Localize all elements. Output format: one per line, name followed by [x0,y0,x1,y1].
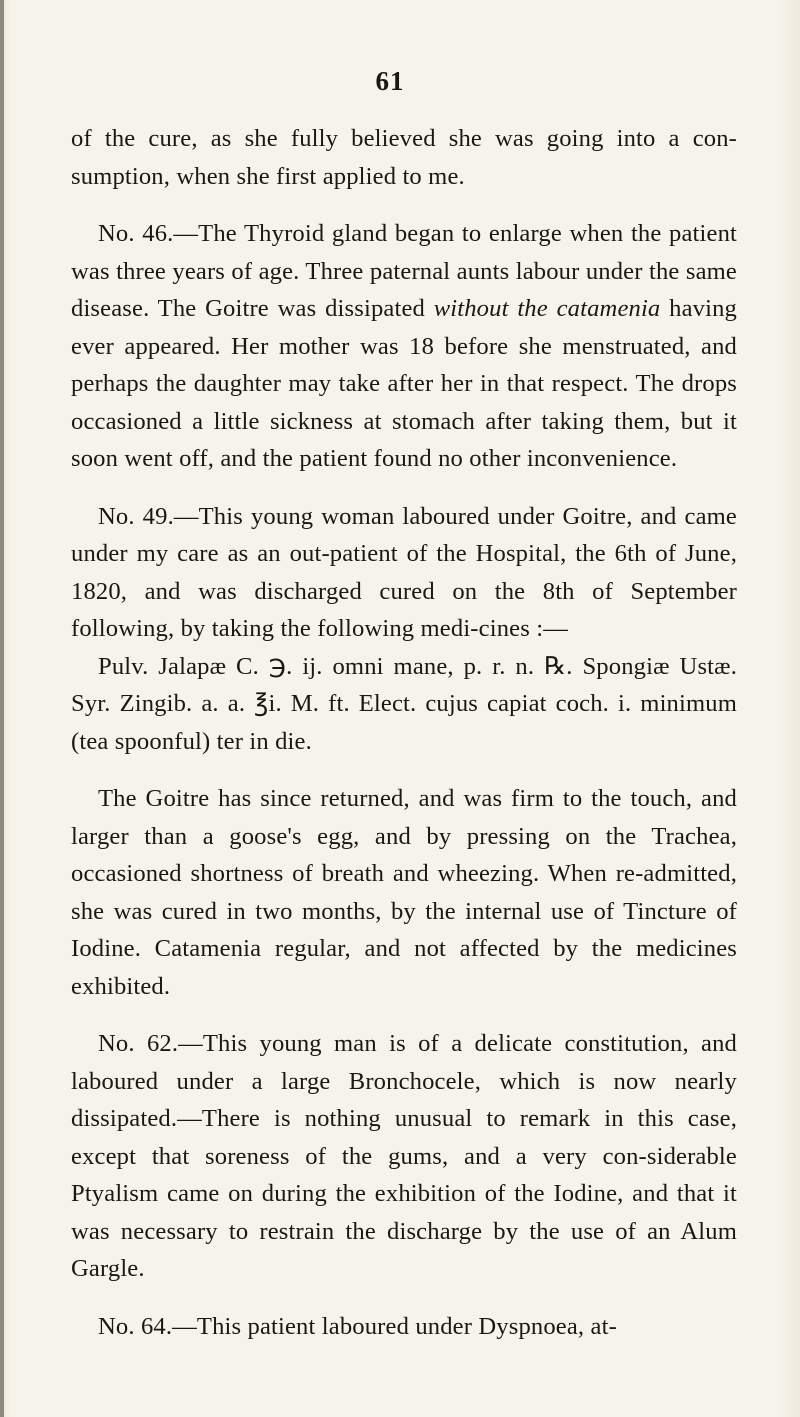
paragraph-case-46 [71,215,737,478]
case-46-italic-phrase: without the catamenia [433,295,661,322]
paragraph-continuation: of the cure, as she fully believed she was going into a con-sumption, when she first applied to me. [71,125,737,190]
page-body [71,120,737,1345]
page-edge [0,0,4,1417]
case-46-text-end: having ever appeared. Her mother was 18 before she menstruated, and perhaps the daughter may take after her in that respect. The drops occasioned a little sickness at stomach after taking them, but it soon went off, and the patient found no other inconvenience. [71,295,737,472]
case-46-text-start: No. 46.—The Thyroid gland began to enlarge when the patient was three years of age. Three paternal aunts labour under the same disease. The Goitre was dissipated [71,220,737,322]
paragraph-case-49: No. 49.—This young woman laboured under Goitre, and came under my care as an out-patient of the Hospital, the 6th of June, 1820, and was discharged cured on the 8th of September following, by taking the following medi-cines :— [71,502,737,642]
paragraph-goitre-returned: The Goitre has since returned, and was firm to the touch, and larger than a goose's egg, and by pressing on the Trachea, occasioned shortness of breath and wheezing. When re-admitted, she was cured in two months, by the internal use of Tincture of Iodine. Catamenia regular, and not affected by the medicines exhibited. [71,785,737,1000]
paragraph-case-64: No. 64.—This patient laboured under Dyspnoea, at- [98,1312,617,1340]
paragraph-case-62: No. 62.—This young man is of a delicate constitution, and laboured under a large Bronchocele, which is now nearly dissipated.—There is nothing unusual to remark in this case, except that soreness of the gums, and a very con-siderable Ptyalism came on during the exhibition of the Iodine, and that it was necessary to restrain the discharge by the use of an Alum Gargle. [71,1030,737,1282]
paragraph-prescription: Pulv. Jalapæ C. ℈. ij. omni mane, p. r. n. ℞. Spongiæ Ustæ. Syr. Zingib. a. a. ℥i. M. ft. Elect. cujus capiat coch. i. minimum (tea spoonful) ter in die. [71,652,737,755]
page-number: 61 [375,66,405,96]
